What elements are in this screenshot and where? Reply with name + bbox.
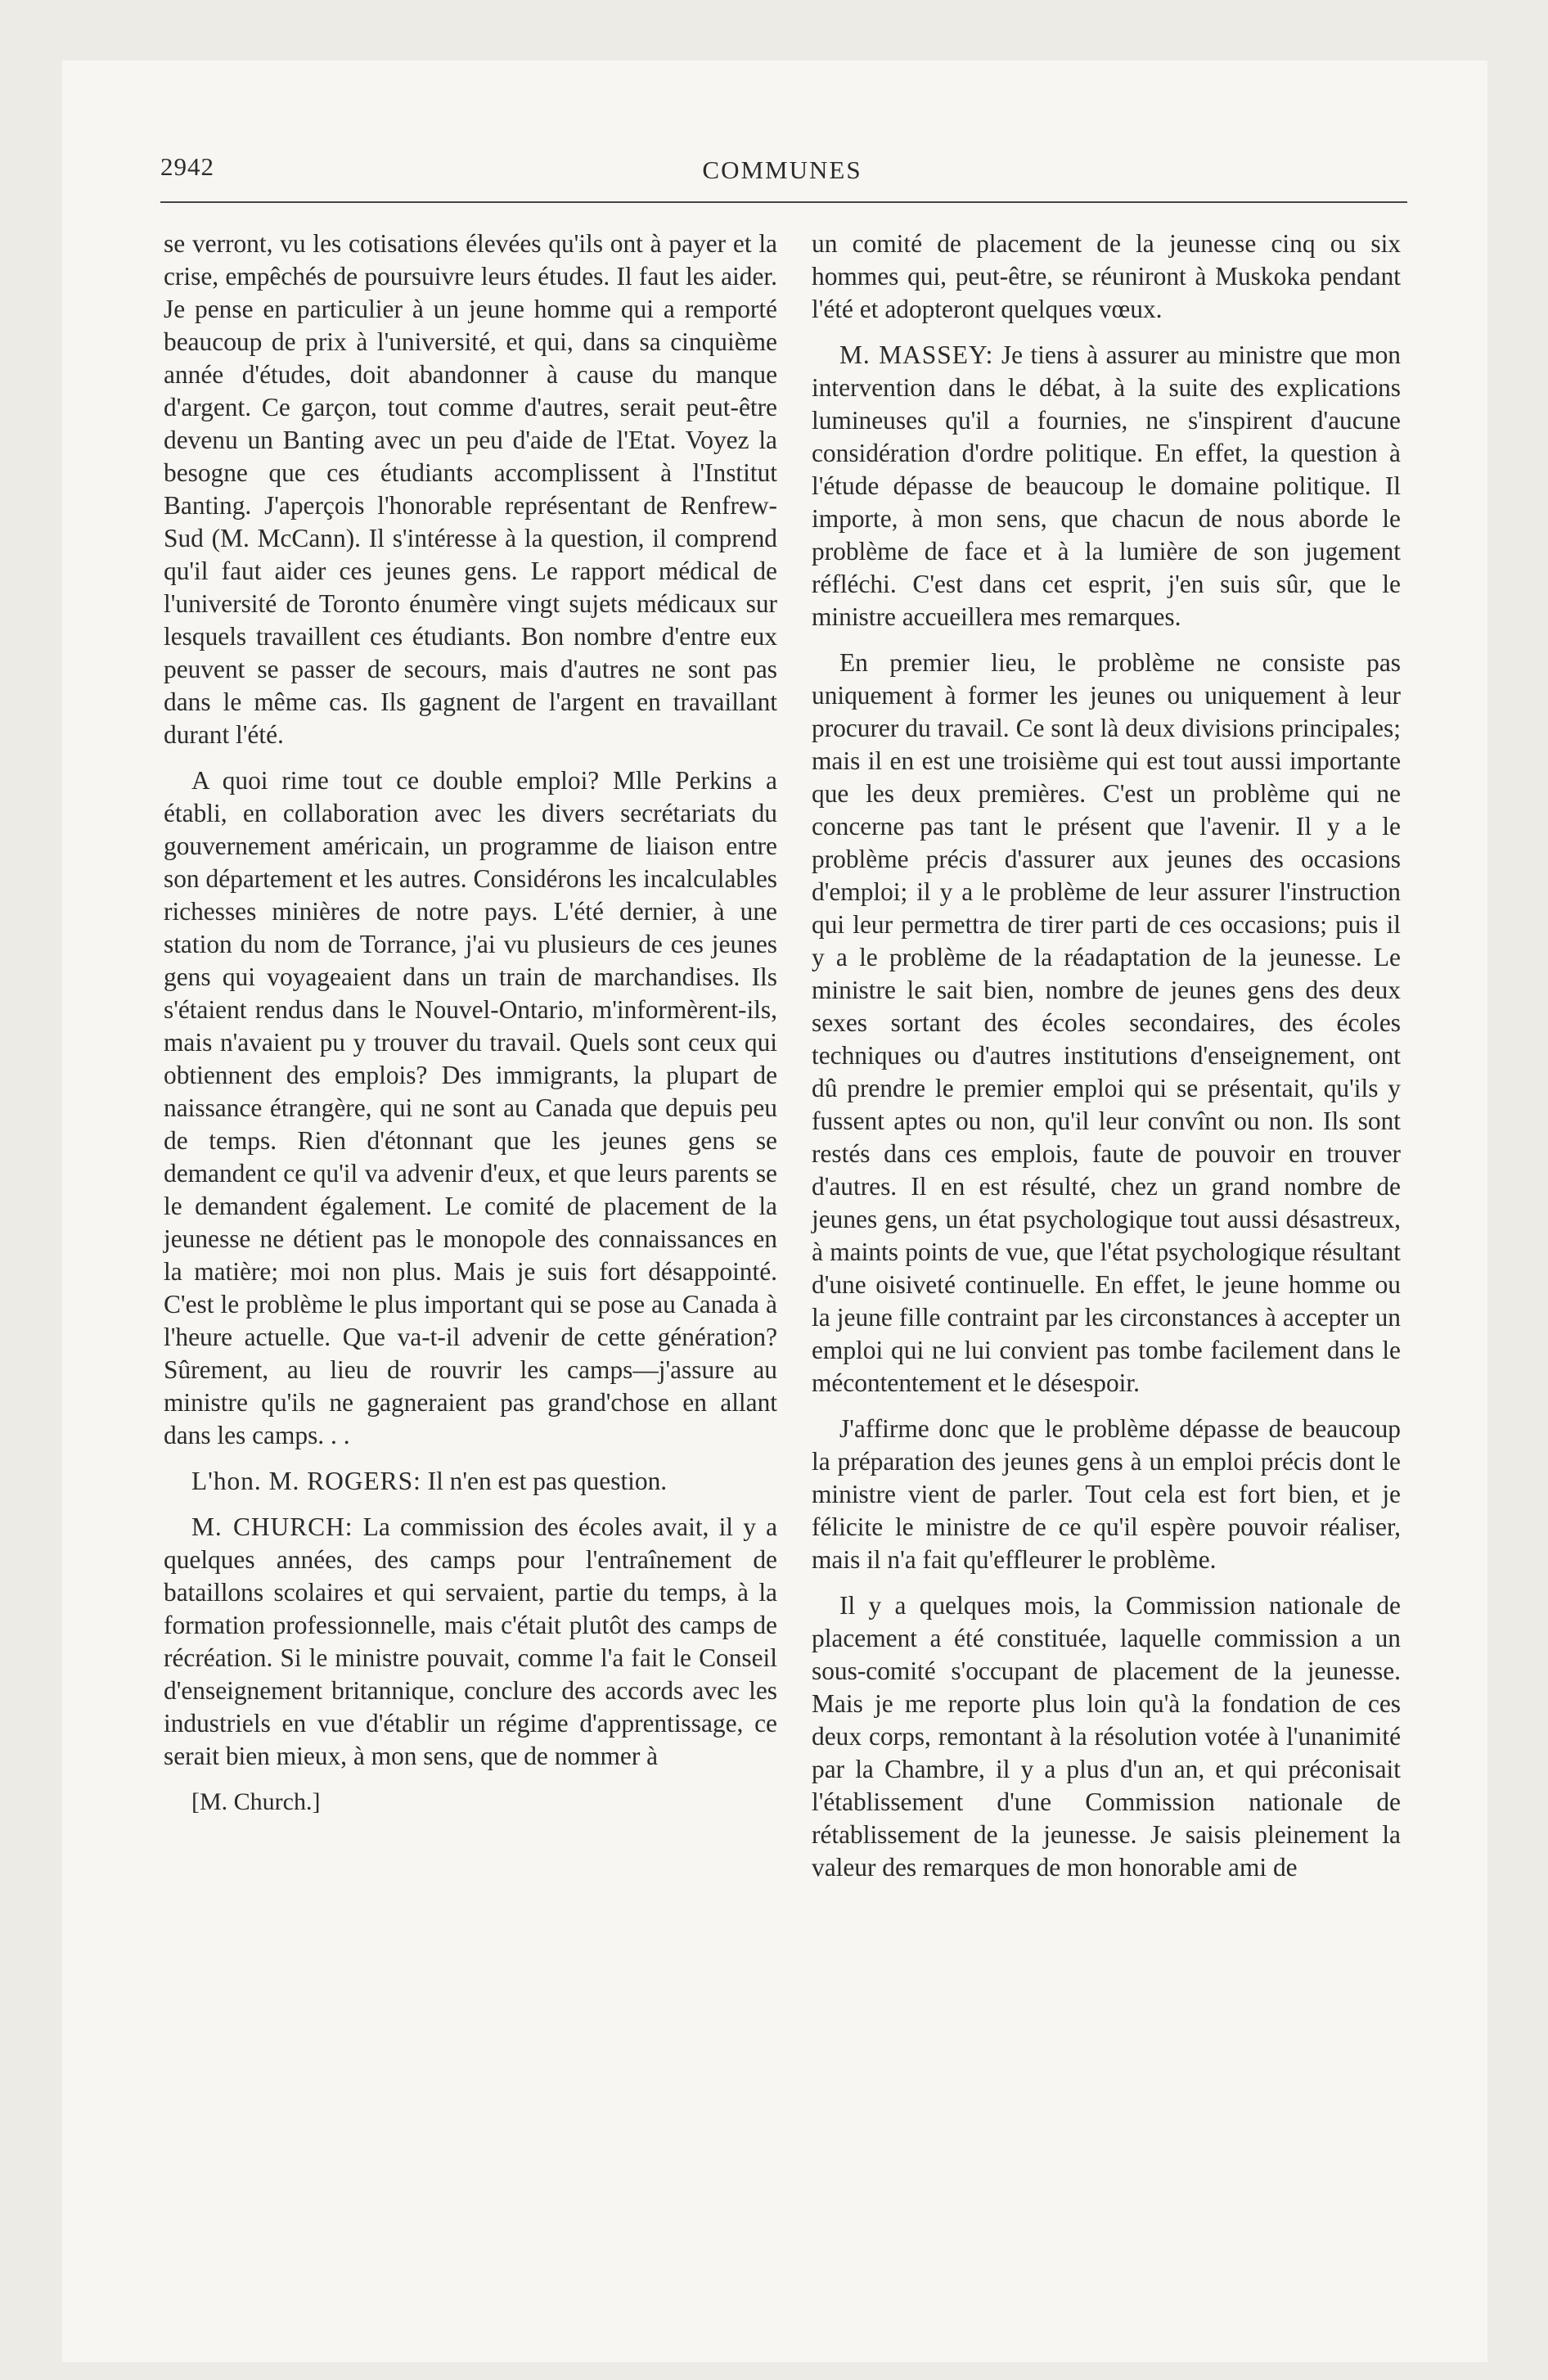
left-paragraph-3 [164,1465,777,1498]
rogers-remark: Il n'en est pas question. [421,1467,668,1495]
right-paragraph-1: un comité de placement de la jeunesse cinq ou six hommes qui, peut-être, se réuniront à Muskoka pendant l'été et adopteront quelques vœux. [812,229,1401,323]
left-paragraph-2: A quoi rime tout ce double emploi? Mlle Perkins a établi, en collaboration avec les divers secrétariats du gouvernement américain, un programme de liaison entre son département et les autres. Considérons les incalculables richesses minières de notre pays. L'été dernier, à une station du nom de Torrance, j'ai vu plusieurs de ces jeunes gens qui voyageaient dans un train de marchandises. Ils s'étaient rendus dans le Nouvel-Ontario, m'informèrent-ils, mais n'avaient pu y trouver du travail. Quels sont ceux qui obtiennent des emplois? Des immigrants, la plupart de naissance étrangère, qui ne sont au Canada que depuis peu de temps. Rien d'étonnant que les jeunes gens se demandent ce qu'il va advenir d'eux, et que leurs parents se le demandent également. Le comité de placement de la jeunesse ne détient pas le monopole des connaissances en la matière; moi non plus. Mais je suis fort désappointé. C'est le problème le plus important qui se pose au Canada à l'heure actuelle. Que va-t-il advenir de cette génération? Sûrement, au lieu de rouvrir les camps—j'assure au ministre qu'ils ne gagneraient pas grand'chose en allant dans les camps. . . [164,766,777,1449]
right-paragraph-3: En premier lieu, le problème ne consiste pas uniquement à former les jeunes ou uniquement à leur procurer du travail. Ce sont là deux divisions principales; mais il en est une troisième qui est tout aussi importante que les deux premières. C'est un problème qui ne concerne pas tant le présent que l'avenir. Il y a le problème précis d'assurer aux jeunes des occasions d'emploi; il y a le problème de leur assurer l'instruction qui leur permettra de tirer parti de ces occasions; puis il y a le problème de la réadaptation de la jeunesse. Le ministre le sait bien, nombre de jeunes gens des deux sexes sortant des écoles secondaires, des écoles techniques ou d'autres institutions d'enseignement, ont dû prendre le premier emploi qui se présentait, qu'ils y fussent aptes ou non, qu'il leur convînt ou non. Ils sont restés dans ces emplois, faute de pouvoir en trouver d'autres. Il en est résulté, chez un grand nombre de jeunes gens, un état psychologique tout aussi désastreux, à maints points de vue, que l'état psychologique résultant d'une oisiveté continuelle. En effet, le jeune homme ou la jeune fille contraint par les circonstances à accepter un emploi qui ne lui convient pas tombe facilement dans le mécontentement et le désespoir. [812,648,1401,1397]
speaker-attribution: [M. Church.] [191,1788,321,1815]
church-remark: La commission des écoles avait, il y a quelques années, des camps pour l'entraînement de bataillons scolaires et qui servaient, partie du temps, à la formation professionnelle, mais c'était plutôt des camps de récréation. Si le ministre pouvait, comme l'a fait le Conseil d'enseignement britannique, conclure des accords avec les industriels en vue d'établir un régime d'apprentissage, ce serait bien mieux, à mon sens, que de nommer à [164,1512,778,1770]
right-paragraph-2 [812,339,1401,633]
right-paragraph-4: J'affirme donc que le problème dépasse de beaucoup la préparation des jeunes gens à un emploi précis dont le ministre vient de parler. Tout cela est fort bien, et je félicite le ministre de ce qu'il espère pouvoir réaliser, mais il n'a fait qu'effleurer le problème. [812,1414,1401,1574]
left-paragraph-4 [164,1511,777,1773]
header-rule [160,201,1407,203]
left-column [164,228,777,1819]
massey-remark: Je tiens à assurer au ministre que mon intervention dans le débat, à la suite des explications lumineuses qu'il a fournies, ne s'inspirent d'aucune considération d'ordre politique. En effet, la question à l'étude dépasse de beaucoup le domaine politique. Il importe, à mon sens, que chacun de nous aborde le problème de face et à la lumière de son jugement réfléchi. C'est dans cet esprit, j'en suis sûr, que le ministre accueillera mes remarques. [812,340,1401,631]
right-column [812,228,1401,1897]
speaker-rogers: L'hon. M. ROGERS: [191,1467,421,1495]
speaker-church: M. CHURCH: [191,1512,353,1541]
left-paragraph-1: se verront, vu les cotisations élevées qu'ils ont à payer et la crise, empêchés de poursuivre leurs études. Il faut les aider. Je pense en particulier à un jeune homme qui a remporté beaucoup de prix à l'université, et qui, dans sa cinquième année d'études, doit abandonner à cause du manque d'argent. Ce garçon, tout comme d'autres, serait peut-être devenu un Banting avec un peu d'aide de l'Etat. Voyez la besogne que ces étudiants accomplissent à l'Institut Banting. J'aperçois l'honorable représentant de Renfrew-Sud (M. McCann). Il s'intéresse à la question, il comprend qu'il faut aider ces jeunes gens. Le rapport médical de l'université de Toronto énumère vingt sujets médicaux sur lesquels travaillent ces étudiants. Bon nombre d'entre eux peuvent se passer de secours, mais d'autres ne sont pas dans le même cas. Ils gagnent de l'argent en travaillant durant l'été. [164,229,777,749]
right-paragraph-5: Il y a quelques mois, la Commission nationale de placement a été constituée, laquelle commission a un sous-comité s'occupant de placement de la jeunesse. Mais je me reporte plus loin qu'à la fondation de ces deux corps, remontant à la résolution votée à l'unanimité par la Chambre, il y a plus d'un an, et qui préconisait l'établissement d'une Commission nationale de rétablissement de la jeunesse. Je saisis pleinement la valeur des remarques de mon honorable ami de [812,1591,1401,1882]
page-number: 2942 [160,152,214,181]
page-header [160,152,1404,193]
speaker-massey: M. MASSEY: [839,340,994,369]
running-head: COMMUNES [702,156,862,184]
